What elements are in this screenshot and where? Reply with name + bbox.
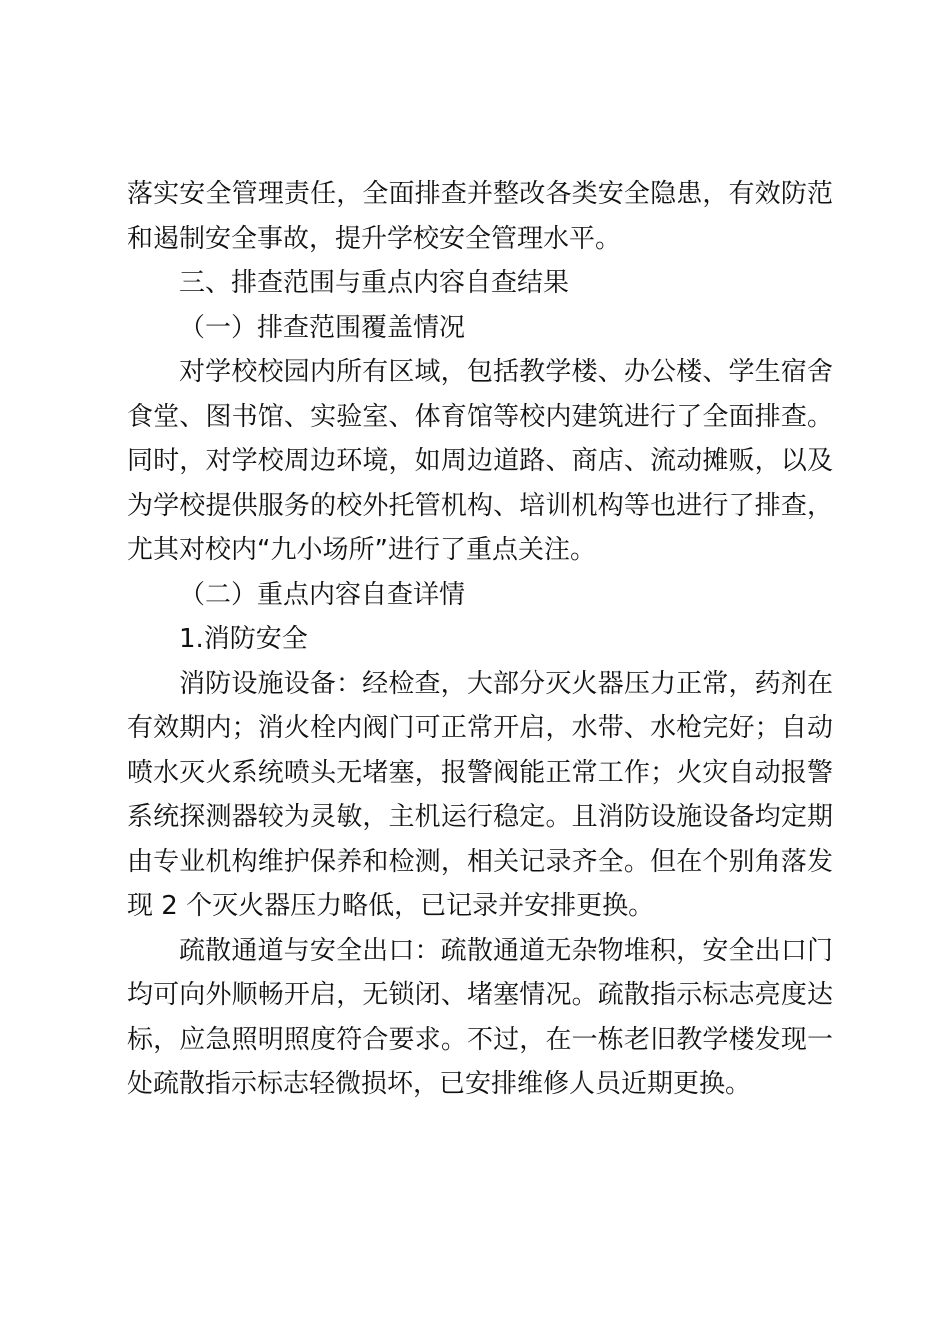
item-one-heading: 1.消防安全 (179, 624, 308, 654)
paragraph-intro-continued: 落实安全管理责任，全面排查并整改各类安全隐患，有效防范和遏制安全事故，提升学校安全管理水平。 (127, 179, 833, 254)
paragraph-evacuation-exits: 疏散通道与安全出口：疏散通道无杂物堆积，安全出口门均可向外顺畅开启，无锁闭、堵塞情况。疏散指示标志亮度达标，应急照明照度符合要求。不过，在一栋老旧教学楼发现一处疏散指示标志轻微损坏，已安排维修人员近期更换。 (127, 935, 833, 1099)
document-body (127, 172, 833, 1107)
section-three-heading: 三、排查范围与重点内容自查结果 (179, 268, 570, 298)
paragraph-fire-equipment: 消防设施设备：经检查，大部分灭火器压力正常，药剂在有效期内；消火栓内阀门可正常开启，水带、水枪完好；自动喷水灭火系统喷头无堵塞，报警阀能正常工作；火灾自动报警系统探测器较为灵敏，主机运行稳定。且消防设施设备均定期由专业机构维护保养和检测，相关记录齐全。但在个别角落发现 2 个灭火器压力略低，已记录并安排更换。 (127, 668, 833, 921)
paragraph-scope-coverage: 对学校校园内所有区域，包括教学楼、办公楼、学生宿舍食堂、图书馆、实验室、体育馆等校内建筑进行了全面排查。同时，对学校周边环境，如周边道路、商店、流动摊贩，以及为学校提供服务的校外托管机构、培训机构等也进行了排查，尤其对校内“九小场所”进行了重点关注。 (127, 357, 833, 565)
subsection-two-heading: （二）重点内容自查详情 (179, 579, 466, 610)
subsection-one-heading: （一）排查范围覆盖情况 (179, 312, 466, 343)
